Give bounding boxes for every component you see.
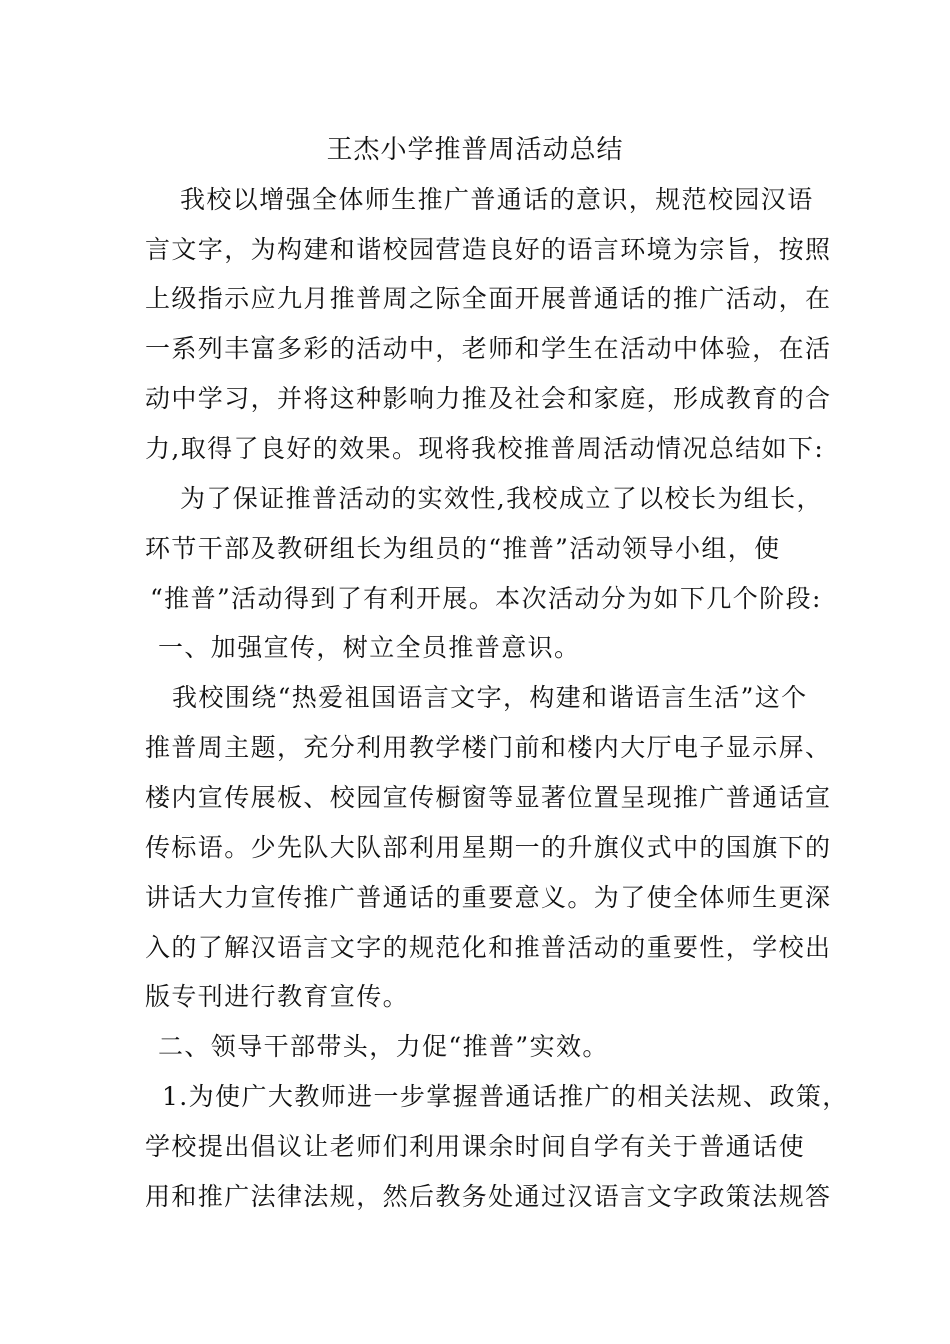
paragraph-line: “推普”活动得到了有利开展。本次活动分为如下几个阶段: — [150, 584, 822, 613]
paragraph-line: 入的了解汉语言文字的规范化和推普活动的重要性，学校出 — [145, 933, 832, 962]
paragraph-line: 传标语。少先队大队部利用星期一的升旗仪式中的国旗下的 — [145, 833, 832, 862]
paragraph-line: 讲话大力宣传推广普通话的重要意义。为了使全体师生更深 — [145, 883, 832, 912]
paragraph-line: 一系列丰富多彩的活动中，老师和学生在活动中体验，在活 — [145, 334, 832, 363]
section-heading: 二、领导干部带头，力促“推普”实效。 — [158, 1032, 609, 1061]
paragraph-line: 言文字，为构建和谐校园营造良好的语言环境为宗旨，按照 — [145, 235, 832, 264]
paragraph-line: 力,取得了良好的效果。现将我校推普周活动情况总结如下: — [145, 434, 825, 463]
section-heading: 一、加强宣传，树立全员推普意识。 — [158, 633, 581, 662]
paragraph-line: 用和推广法律法规，然后教务处通过汉语言文字政策法规答 — [145, 1182, 832, 1211]
paragraph-line: 环节干部及教研组长为组员的“推普”活动领导小组，使 — [145, 534, 781, 563]
paragraph-line: 我校以增强全体师生推广普通话的意识，规范校园汉语 — [180, 185, 814, 214]
paragraph-line: 版专刊进行教育宣传。 — [145, 982, 410, 1011]
paragraph-line: 为了保证推普活动的实效性,我校成立了以校长为组长， — [180, 484, 823, 513]
paragraph-line: 我校围绕“热爱祖国语言文字，构建和谐语言生活”这个 — [172, 683, 808, 712]
paragraph-line: 推普周主题，充分利用教学楼门前和楼内大厅电子显示屏、 — [145, 733, 832, 762]
document-title: 王杰小学推普周活动总结 — [326, 135, 624, 165]
paragraph-line: 1.为使广大教师进一步掌握普通话推广的相关法规、政策， — [162, 1082, 849, 1111]
paragraph-line: 上级指示应九月推普周之际全面开展普通话的推广活动，在 — [145, 284, 832, 313]
paragraph-line: 动中学习，并将这种影响力推及社会和家庭，形成教育的合 — [145, 384, 832, 413]
paragraph-line: 楼内宣传展板、校园宣传橱窗等显著位置呈现推广普通话宣 — [145, 783, 832, 812]
paragraph-line: 学校提出倡议让老师们利用课余时间自学有关于普通话使 — [145, 1132, 806, 1161]
